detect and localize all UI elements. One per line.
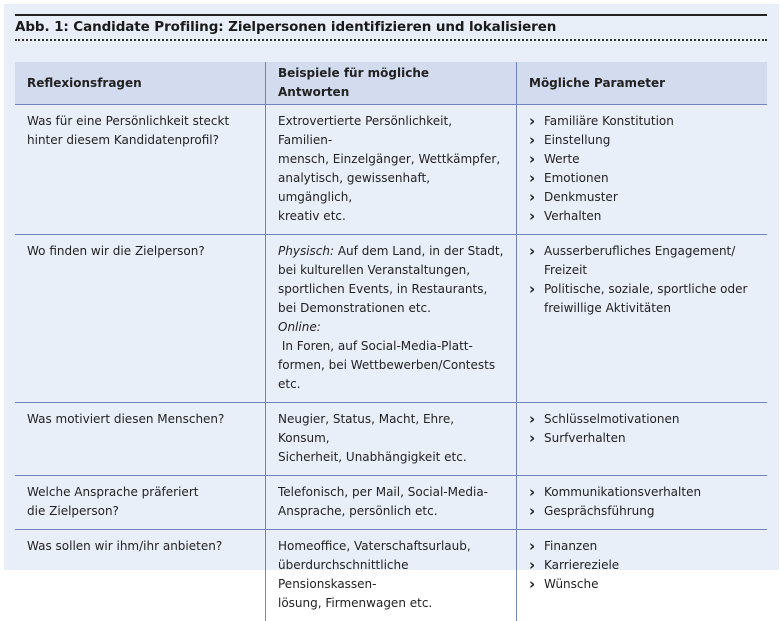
- text-line: Homeoffice, Vaterschaftsurlaub,: [278, 537, 504, 556]
- chevron-right-icon: ›: [529, 556, 535, 574]
- examples-cell: [266, 235, 517, 403]
- chevron-right-icon: ›: [529, 169, 535, 187]
- text-line: [278, 242, 504, 261]
- text-line: [278, 318, 504, 356]
- parameter-item: [529, 483, 755, 502]
- text-line: Neugier, Status, Macht, Ehre, Konsum,: [278, 410, 504, 448]
- table-row: [15, 530, 767, 621]
- text-line: analytisch, gewissenhaft, umgänglich,: [278, 169, 504, 207]
- text-line: kreativ etc.: [278, 207, 504, 226]
- text-line: Was sollen wir ihm/ihr anbieten?: [27, 537, 253, 556]
- text-line: bei kulturellen Veranstaltungen,: [278, 261, 504, 280]
- example-text: In Foren, auf Social-Media-Platt-: [278, 339, 473, 353]
- parameters-cell: [517, 403, 768, 476]
- text-line: Werte: [544, 150, 755, 169]
- text-line: Kommunikationsverhalten: [544, 483, 755, 502]
- text-line: Einstellung: [544, 131, 755, 150]
- chevron-right-icon: ›: [529, 575, 535, 593]
- header-questions: Reflexionsfragen: [15, 62, 266, 105]
- table-row: [15, 105, 767, 235]
- table-row: [15, 476, 767, 530]
- parameter-item: [529, 575, 755, 594]
- chevron-right-icon: ›: [529, 150, 535, 168]
- parameter-item: [529, 112, 755, 131]
- examples-cell: [266, 105, 517, 235]
- text-line: Ausserberufliches Engagement/: [544, 242, 755, 261]
- examples-cell: [266, 403, 517, 476]
- text-line: Telefonisch, per Mail, Social-Media-: [278, 483, 504, 502]
- examples-cell: [266, 476, 517, 530]
- parameter-item: [529, 537, 755, 556]
- text-line: Welche Ansprache präferiert: [27, 483, 253, 502]
- parameter-item: [529, 150, 755, 169]
- parameter-item: [529, 556, 755, 575]
- top-rule: [15, 14, 767, 16]
- chevron-right-icon: ›: [529, 188, 535, 206]
- text-line: Verhalten: [544, 207, 755, 226]
- chevron-right-icon: ›: [529, 280, 535, 298]
- text-line: Was motiviert diesen Menschen?: [27, 410, 253, 429]
- header-row: [15, 62, 767, 105]
- text-line: etc.: [278, 375, 504, 394]
- parameter-item: [529, 131, 755, 150]
- question-cell: [15, 235, 266, 403]
- text-line: formen, bei Wettbewerben/Contests: [278, 356, 504, 375]
- text-line: Extrovertierte Persönlichkeit, Familien-: [278, 112, 504, 150]
- example-category-label: Physisch:: [278, 244, 334, 258]
- question-cell: [15, 476, 266, 530]
- parameter-item: [529, 188, 755, 207]
- chevron-right-icon: ›: [529, 242, 535, 260]
- table-row: [15, 403, 767, 476]
- text-line: Wünsche: [544, 575, 755, 594]
- text-line: Karriereziele: [544, 556, 755, 575]
- text-line: Freizeit: [544, 261, 755, 280]
- parameters-cell: [517, 530, 768, 621]
- table-row: [15, 235, 767, 403]
- figure-title: Abb. 1: Candidate Profiling: Zielpersonen identifizieren und lokalisieren: [15, 19, 556, 35]
- chevron-right-icon: ›: [529, 537, 535, 555]
- question-cell: [15, 105, 266, 235]
- chevron-right-icon: ›: [529, 112, 535, 130]
- text-line: Wo finden wir die Zielperson?: [27, 242, 253, 261]
- example-category-label: Online:: [278, 320, 321, 334]
- chevron-right-icon: ›: [529, 207, 535, 225]
- text-line: Schlüsselmotivationen: [544, 410, 755, 429]
- parameter-item: [529, 280, 755, 318]
- chevron-right-icon: ›: [529, 502, 535, 520]
- text-line: Finanzen: [544, 537, 755, 556]
- parameters-cell: [517, 105, 768, 235]
- text-line: bei Demonstrationen etc.: [278, 299, 504, 318]
- parameter-item: [529, 169, 755, 188]
- text-line: Gesprächsführung: [544, 502, 755, 521]
- chevron-right-icon: ›: [529, 410, 535, 428]
- text-line: lösung, Firmenwagen etc.: [278, 594, 504, 613]
- parameter-item: [529, 410, 755, 429]
- chevron-right-icon: ›: [529, 429, 535, 447]
- text-line: Familiäre Konstitution: [544, 112, 755, 131]
- parameter-item: [529, 429, 755, 448]
- text-line: freiwillige Aktivitäten: [544, 299, 755, 318]
- text-line: Surfverhalten: [544, 429, 755, 448]
- examples-cell: [266, 530, 517, 621]
- text-line: sportlichen Events, in Restaurants,: [278, 280, 504, 299]
- header-parameters: Mögliche Parameter: [517, 62, 768, 105]
- example-text: Auf dem Land, in der Stadt,: [334, 244, 503, 258]
- text-line: Denkmuster: [544, 188, 755, 207]
- text-line: Sicherheit, Unabhängigkeit etc.: [278, 448, 504, 467]
- parameter-item: [529, 207, 755, 226]
- chevron-right-icon: ›: [529, 483, 535, 501]
- parameter-item: [529, 502, 755, 521]
- text-line: mensch, Einzelgänger, Wettkämpfer,: [278, 150, 504, 169]
- dotted-divider: [15, 39, 767, 41]
- chevron-right-icon: ›: [529, 131, 535, 149]
- text-line: Ansprache, persönlich etc.: [278, 502, 504, 521]
- question-cell: [15, 403, 266, 476]
- header-examples: Beispiele für mögliche Antworten: [266, 62, 517, 105]
- profiling-table: [15, 62, 767, 621]
- text-line: Politische, soziale, sportliche oder: [544, 280, 755, 299]
- text-line: die Zielperson?: [27, 502, 253, 521]
- parameters-cell: [517, 476, 768, 530]
- text-line: überdurchschnittliche Pensionskassen-: [278, 556, 504, 594]
- question-cell: [15, 530, 266, 621]
- parameter-item: [529, 242, 755, 280]
- text-line: Emotionen: [544, 169, 755, 188]
- text-line: hinter diesem Kandidatenprofil?: [27, 131, 253, 150]
- text-line: Was für eine Persönlichkeit steckt: [27, 112, 253, 131]
- parameters-cell: [517, 235, 768, 403]
